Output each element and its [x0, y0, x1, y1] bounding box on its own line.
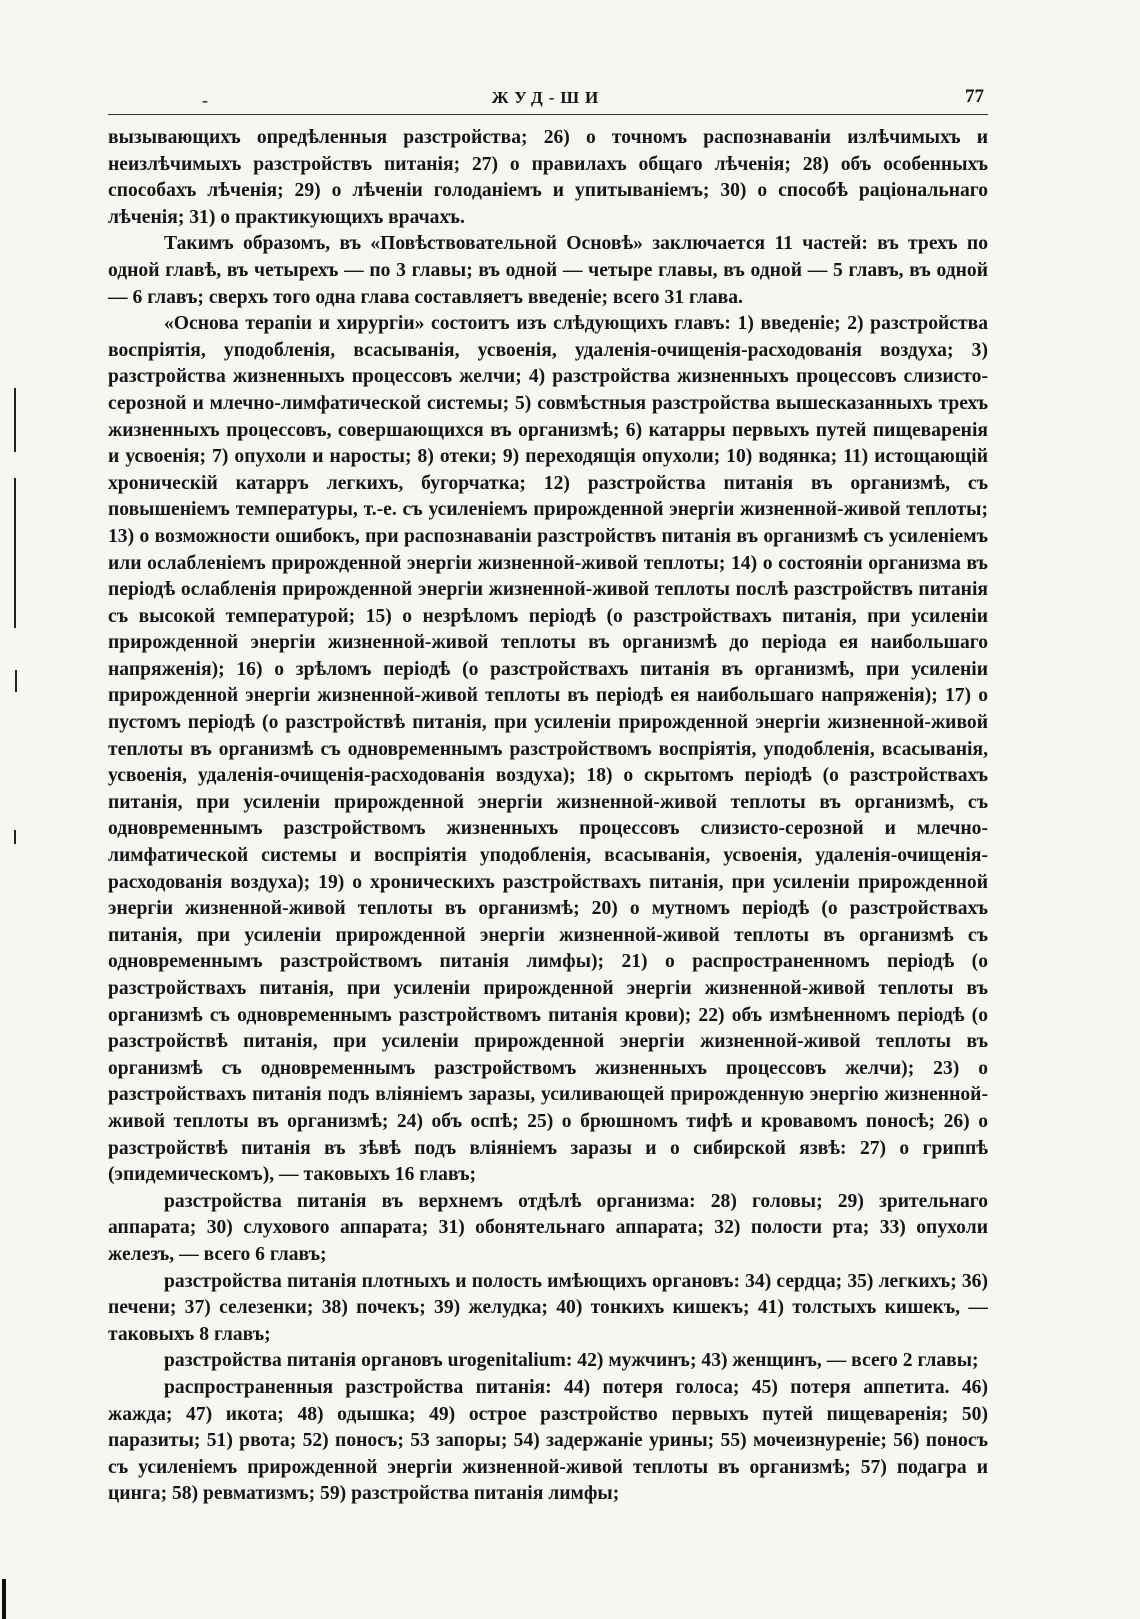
paragraph: разстройства питанія плотныхъ и полость имѣющихъ органовъ: 34) сердца; 35) легкихъ; 36) печени; 37) селезенки; 38) почекъ; 39) желудка; 40) тонкихъ кишекъ; 41) толстыхъ кишекъ, — таковыхъ 8 главъ; — [108, 1270, 988, 1345]
running-title: ЖУД-ШИ — [491, 88, 605, 107]
paragraph: разстройства питанія органовъ urogenitalium: 42) мужчинъ; 43) женщинъ, — всего 2 главы; — [164, 1350, 979, 1372]
margin-scan-line — [15, 670, 17, 692]
corner-scan-mark — [2, 1579, 6, 1619]
header-left-mark: - — [202, 90, 208, 110]
paragraph: разстройства питанія въ верхнемъ отдѣлѣ организма: 28) головы; 29) зрительнаго аппарата; 30) слухового аппарата; 31) обонятельнаго аппарата; 32) полости рта; 33) опухоли железъ, — всего 6 главъ; — [108, 1190, 988, 1265]
paragraph: распространенныя разстройства питанія: 44) потеря голоса; 45) потеря аппетита. 46) жажда; 47) икота; 48) одышка; 49) острое разстройство первыхъ путей пищеваренія; 50) паразиты; 51) рвота; 52) поносъ; 53 запоры; 54) задержаніе урины; 55) мочеизнуреніе; 56) поносъ съ усиленіемъ прирожденной энергіи жизненной-живой теплоты въ организмѣ; 57) подагра и цинга; 58) ревматизмъ; 59) разстройства питанія лимфы; — [108, 1376, 988, 1505]
page-number: 77 — [965, 86, 984, 107]
paragraph: «Основа терапіи и хирургіи» состоитъ изъ слѣдующихъ главъ: 1) введеніе; 2) разстройства воспріятія, уподобленія, всасыванія, усвоенія, удаленія-очищенія-расходованія воздуха; 3) разстройства жизненныхъ процессовъ желчи; 4) разстройства жизненныхъ процессовъ слизисто-серозной и млечно-лимфатической системы; 5) совмѣстныя разстройства вышесказанныхъ трехъ жизненныхъ процессовъ, совершающихся въ организмѣ; 6) катарры первыхъ путей пищеваренія и усвоенія; 7) опухоли и наросты; 8) отеки; 9) переходящія опухоли; 10) водянка; 11) истощающій хроническій катарръ легкихъ, бугорчатка; 12) разстройства питанія въ организмѣ, съ повышеніемъ температуры, т.-е. съ усиленіемъ прирожденной энергіи жизненной-живой теплоты; 13) о возможности ошибокъ, при распознаваніи разстройствъ питанія въ организмѣ съ усиленіемъ или ослабленіемъ прирожденной энергіи жизненной-живой теплоты; 14) о состояніи организма въ періодѣ ослабленія прирожденной энергіи жизненной-живой теплоты послѣ разстройствъ питанія съ высокой температурой; 15) о незрѣломъ періодѣ (о разстройствахъ питанія, при усиленіи прирожденной энергіи жизненной-живой теплоты въ организмѣ до періода ея наибольшаго напряженія); 16) о зрѣломъ періодѣ (о разстройствахъ питанія въ организмѣ, при усиленіи прирожденной энергіи жизненной-живой теплоты въ періодѣ ея наибольшаго напряженія); 17) о пустомъ періодѣ (о разстройствѣ питанія, при усиленіи прирожденной энергіи жизненной-живой теплоты въ организмѣ съ одновременнымъ разстройствомъ воспріятія, уподобленія, всасыванія, усвоенія, удаленія-очищенія-расходованія воздуха); 18) о скрытомъ періодѣ (о разстройствахъ питанія, при усиленіи прирожденной энергіи жизненной-живой теплоты въ организмѣ, съ одновременнымъ разстройствомъ жизненныхъ процессовъ слизисто-серозной и млечно-лимфатической системы и воспріятія уподобленія, всасыванія, усвоенія, удаленія-очищенія-расходованія воздуха); 19) о хроническихъ разстройствахъ питанія, при усиленіи прирожденной энергіи жизненной-живой теплоты въ организмѣ; 20) о мутномъ періодѣ (о разстройствахъ питанія, при усиленіи прирожденной энергіи жизненной-живой теплоты въ организмѣ съ одновременнымъ разстройствомъ питанія лимфы); 21) о распространенномъ періодѣ (о разстройствахъ питанія, при усиленіи прирожденной энергіи жизненной-живой теплоты въ организмѣ съ одновременнымъ разстройствомъ питанія крови); 22) объ измѣненномъ періодѣ (о разстройствѣ питанія, при усиленіи прирожденной энергіи жизненной-живой теплоты въ организмѣ съ одновременнымъ разстройствомъ жизненныхъ процессовъ желчи); 23) о разстройствахъ питанія подъ вліяніемъ заразы, усиливающей прирожденную энергію жизненной-живой теплоты въ организмѣ; 24) объ оспѣ; 25) о брюшномъ тифѣ и кровавомъ поносѣ; 26) о разстройствѣ питанія въ зѣвѣ подъ вліяніемъ заразы и о сибирской язвѣ: 27) о гриппѣ (эпидемическомъ), — таковыхъ 16 главъ; — [108, 313, 988, 1186]
margin-scan-line — [14, 830, 16, 844]
paragraph: Такимъ образомъ, въ «Повѣствовательной Основѣ» заключается 11 частей: въ трехъ по одной главѣ, въ четырехъ — по 3 главы; въ одной — четыре главы, въ одной — 5 главъ, въ одной — 6 главъ; сверхъ того одна глава составляетъ введеніе; всего 31 глава. — [108, 233, 988, 308]
page — [108, 84, 988, 1508]
running-header — [108, 84, 988, 115]
paragraph: вызывающихъ опредѣленныя разстройства; 26) о точномъ распознаваніи излѣчимыхъ и неизлѣчимыхъ разстройствъ питанія; 27) о правилахъ общаго лѣченія; 28) объ особенныхъ способахъ лѣченія; 29) о лѣченіи голоданіемъ и упитываніемъ; 30) о способѣ раціональнаго лѣченія; 31) о практикующихъ врачахъ. — [108, 127, 988, 228]
margin-scan-line — [14, 478, 16, 628]
margin-scan-line — [14, 388, 16, 452]
body-text — [108, 125, 988, 1508]
